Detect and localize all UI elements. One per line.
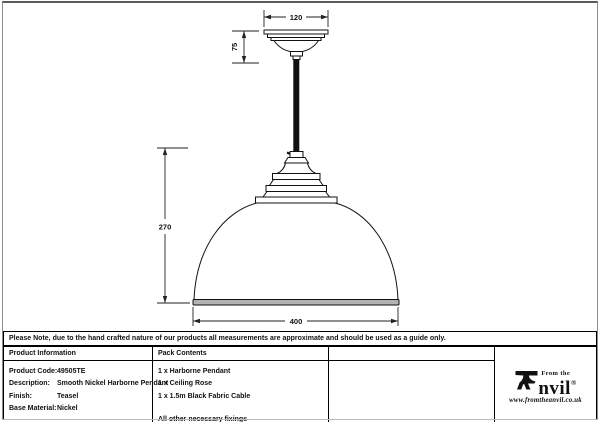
product-info-row bbox=[9, 391, 152, 403]
field-value: Nickel bbox=[57, 404, 78, 412]
shade-rim bbox=[193, 300, 399, 306]
pendant-lamp bbox=[193, 30, 399, 305]
product-info-row bbox=[9, 378, 169, 390]
field-label: Finish: bbox=[9, 392, 32, 400]
from-the-anvil-logo bbox=[509, 370, 582, 404]
field-value: 49505TE bbox=[57, 368, 86, 375]
product-info-row bbox=[9, 403, 152, 415]
dim-rose-height bbox=[230, 31, 259, 63]
logo-from-the: From the bbox=[541, 369, 571, 377]
empty-body-cell bbox=[329, 361, 495, 422]
logo-website: www.fromtheanvil.co.uk bbox=[509, 396, 582, 404]
pack-footer: All other necessary fixings bbox=[158, 415, 248, 422]
field-label: Product Code: bbox=[9, 368, 58, 375]
dim-pendant-height bbox=[157, 148, 190, 303]
product-info-header: Product Information bbox=[4, 347, 153, 361]
note-text: Please Note, due to the hand crafted nature of our products all measurements are approximate and should be used as a guide only. bbox=[9, 335, 446, 342]
product-info-row bbox=[9, 366, 152, 378]
empty-header-cell bbox=[329, 347, 495, 361]
dim-label-120: 120 bbox=[289, 13, 303, 22]
spec-table bbox=[3, 346, 597, 420]
dim-label-400: 400 bbox=[289, 317, 303, 326]
field-value: Smooth Nickel Harborne Pendant bbox=[57, 380, 169, 388]
brand-logo-cell bbox=[495, 347, 596, 422]
field-value: Teasel bbox=[57, 392, 79, 400]
product-info-body bbox=[4, 361, 169, 422]
fabric-cable bbox=[294, 59, 299, 153]
pack-item: 1 x 1.5m Black Fabric Cable bbox=[158, 392, 251, 400]
field-label: Base Material: bbox=[9, 404, 57, 412]
gallery bbox=[256, 152, 338, 204]
ceiling-rose bbox=[264, 30, 328, 60]
registered-mark: ® bbox=[570, 378, 577, 387]
pack-item: 1 x Harborne Pendant bbox=[158, 368, 231, 375]
dim-label-270: 270 bbox=[158, 222, 172, 232]
anvil-icon bbox=[514, 370, 539, 390]
dim-label-75: 75 bbox=[230, 42, 239, 52]
logo-brand-name: nvil® bbox=[538, 377, 577, 399]
shade-dome bbox=[193, 203, 399, 306]
field-label: Description: bbox=[9, 380, 50, 388]
dim-rose-width bbox=[264, 10, 328, 27]
pack-contents-body bbox=[153, 361, 329, 422]
note-bar bbox=[3, 331, 597, 346]
pack-contents-header: Pack Contents bbox=[153, 347, 329, 361]
pack-item: 1 x Ceiling Rose bbox=[158, 380, 213, 388]
dim-shade-diameter bbox=[193, 307, 398, 326]
